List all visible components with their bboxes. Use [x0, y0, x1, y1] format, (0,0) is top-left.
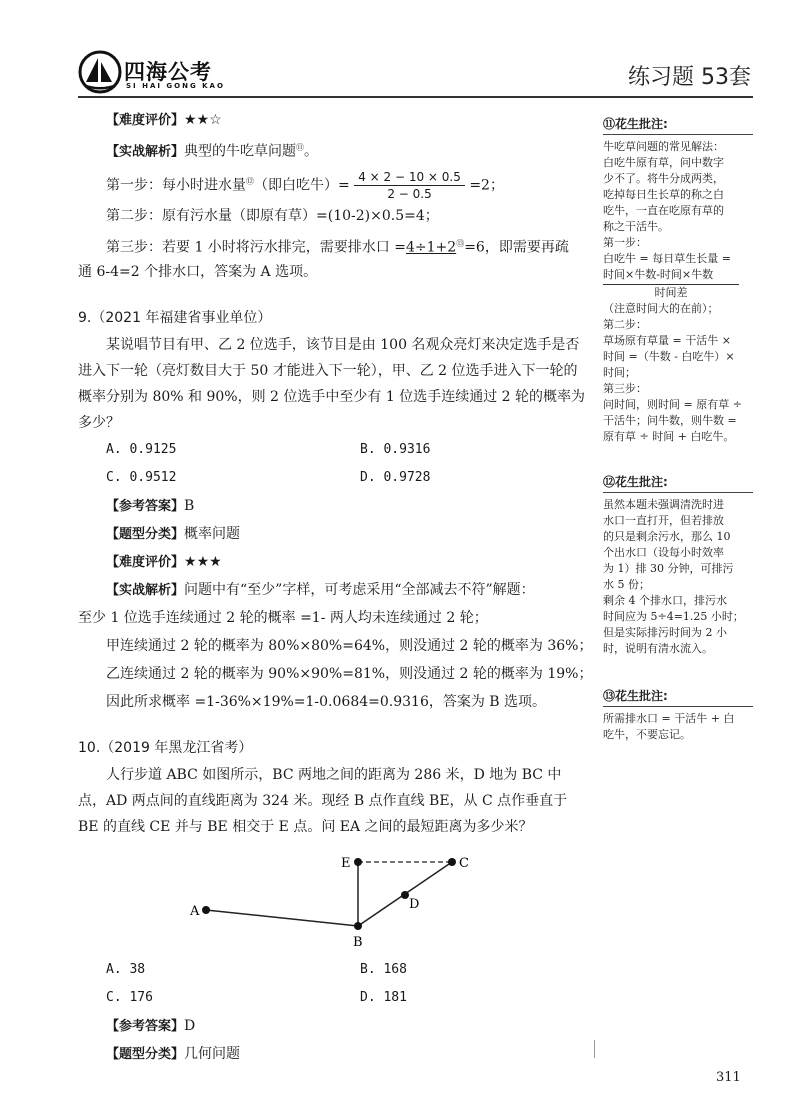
- question-10-stem: 人行步道 ABC 如图所示，BC 两地之间的距离为 286 米，D 地为 BC 中点，AD 两点间的直线距离为 324 米。现经 B 点作直线 BE，从 C 点作垂直于 BE 的直线 CE 并与 BE 相交于 E 点。问 EA 之间的最短距离为多少米？: [78, 767, 568, 835]
- note-title: ⑪花生批注:: [603, 116, 753, 135]
- prev-analysis-row: [78, 134, 586, 162]
- option-b: B. 168: [360, 962, 407, 977]
- q9-analysis-line-4: 乙连续通过 2 轮的概率为 90%×90%=81%，则没通过 2 轮的概率为 19%；: [106, 666, 593, 682]
- margin-note-11: [603, 116, 753, 445]
- note-line: 白吃牛原有草，问中数字: [603, 156, 724, 169]
- q9-type-row: [78, 520, 586, 548]
- difficulty-label: 【难度评价】: [106, 555, 185, 570]
- note-line: 原有草 ÷ 时间 + 白吃牛。: [603, 430, 735, 443]
- note-line: 所需排水口 = 干活牛 + 白: [603, 712, 735, 725]
- step2-row: 第二步：原有污水量（即原有草）=(10-2)×0.5=4；: [106, 208, 439, 224]
- note-line: 水口一直打开，但若排放: [603, 514, 724, 527]
- note-line: 吃掉每日生长草的称之白: [603, 188, 724, 201]
- label-a: A: [190, 904, 200, 919]
- note-line: 剩余 4 个排水口，排污水: [603, 594, 727, 607]
- note-line: 第三步：: [603, 382, 647, 395]
- note-line: 时，说明有清水流入。: [603, 642, 713, 655]
- point-d: [401, 891, 409, 899]
- margin-note-13: [603, 688, 753, 743]
- point-a: [202, 906, 210, 914]
- page-number: 311: [716, 1070, 741, 1085]
- question-10-options-row-1: [78, 956, 586, 984]
- step3-row: [78, 230, 586, 258]
- sailboat-logo-icon: [78, 50, 122, 94]
- note-line: 第二步：: [603, 318, 647, 331]
- step1-text-c: =2；: [469, 177, 504, 194]
- q9-answer-row: [78, 492, 586, 520]
- note-line: 牛吃草问题的常见解法：: [603, 140, 724, 153]
- note-line: 吃牛，一直在吃原有草的: [603, 204, 724, 217]
- note-title: ⑬花生批注:: [603, 688, 753, 707]
- note-fraction-denominator: 时间差: [603, 284, 739, 301]
- analysis-label: 【实战解析】: [106, 583, 185, 598]
- note-line: 虽然本题未强调清洗时进: [603, 498, 724, 511]
- option-b: B. 0.9316: [360, 442, 431, 457]
- option-a: A. 38: [106, 962, 146, 977]
- book-title: 练习题 53套: [628, 65, 751, 90]
- type-value: 概率问题: [184, 526, 241, 542]
- step3-underlined: 4÷1+2: [406, 239, 457, 256]
- q9-difficulty-row: [78, 548, 586, 576]
- analysis-end: 。: [304, 143, 319, 160]
- question-9-header: 9.（2021 年福建省事业单位）: [78, 310, 272, 326]
- label-d: D: [409, 897, 420, 912]
- note-line: 时间×牛数-时间×牛数: [603, 268, 714, 281]
- analysis-text: 问题中有“至少”字样，可考虑采用“全部减去不符”解题：: [184, 582, 535, 598]
- answer-value: B: [184, 498, 195, 514]
- note-line: 草场原有草量 = 干活牛 ×: [603, 334, 731, 347]
- option-d: D. 181: [360, 990, 407, 1005]
- step3-text-a: 第三步：若要 1 小时将污水排完，需要排水口 =: [106, 239, 406, 256]
- logo-subtitle: SI HAI GONG KAO: [126, 82, 225, 90]
- note-line: 但是实际排污时间为 2 小: [603, 626, 727, 639]
- label-b: B: [353, 935, 363, 950]
- note-line: （注意时间大的在前）；: [603, 302, 719, 315]
- analysis-label: 【实战解析】: [106, 144, 185, 160]
- prev-difficulty-row: [78, 106, 586, 134]
- note-title: ⑫花生批注:: [603, 474, 753, 493]
- step3-text-b: =6，即需要再疏: [464, 239, 569, 256]
- q9-analysis-line-5: 因此所求概率 =1-36%×19%=1-0.0684=0.9316，答案为 B 选项。: [106, 694, 547, 710]
- footnote-ref: ⑪: [296, 143, 305, 152]
- answer-label: 【参考答案】: [106, 1019, 185, 1034]
- point-c: [448, 858, 456, 866]
- point-e: [354, 858, 362, 866]
- question-10-options-row-2: [78, 984, 586, 1012]
- main-column: [78, 106, 593, 840]
- step1-fraction: [354, 169, 465, 202]
- q10-answer-row: [78, 1012, 586, 1040]
- point-b: [354, 922, 362, 930]
- note-line: 的只是剩余污水，那么 10: [603, 530, 731, 543]
- q9-analysis-line-2: 至少 1 位选手连续通过 2 轮的概率 =1- 两人均未连续通过 2 轮；: [78, 610, 488, 626]
- difficulty-stars: ★★☆: [184, 112, 222, 128]
- question-10-tail: [78, 956, 586, 1068]
- note-line: 第一步：: [603, 236, 647, 249]
- question-9-options-row-2: [78, 464, 586, 492]
- label-e: E: [341, 856, 351, 871]
- header-divider: [78, 96, 753, 98]
- note-line: 为 1）排 30 分钟，可排污: [603, 562, 734, 575]
- step1-row: [78, 162, 586, 202]
- geometry-diagram: [180, 848, 480, 952]
- page-header: [0, 0, 800, 100]
- fraction-denominator: 2 − 0.5: [387, 187, 432, 202]
- footnote-ref: ⑬: [456, 239, 465, 248]
- question-10-header: 10.（2019 年黑龙江省考）: [78, 740, 253, 756]
- label-c: C: [459, 856, 469, 871]
- difficulty-stars: ★★★: [184, 554, 222, 570]
- note-line: 时间应为 5÷4=1.25 小时；: [603, 610, 744, 623]
- note-line: 问时间，则时间 = 原有草 ÷: [603, 398, 742, 411]
- option-c: C. 176: [106, 990, 153, 1005]
- logo-wordmark: 四海公考: [124, 60, 212, 84]
- segment-ab: [206, 910, 358, 926]
- step1-text-b: （即白吃牛）=: [254, 177, 350, 194]
- question-9-options-row-1: [78, 436, 586, 464]
- option-a: A. 0.9125: [106, 442, 177, 457]
- footnote-ref: ⑫: [246, 177, 254, 186]
- note-line: 时间 =（牛数 - 白吃牛）×: [603, 350, 735, 363]
- note-line: 个出水口（设每小时效率: [603, 546, 724, 559]
- q10-type-row: [78, 1040, 586, 1068]
- difficulty-label: 【难度评价】: [106, 113, 185, 128]
- note-line: 少不了。将牛分成两类，: [603, 172, 724, 185]
- answer-label: 【参考答案】: [106, 499, 185, 514]
- note-line: 时间；: [603, 366, 636, 379]
- type-label: 【题型分类】: [106, 527, 185, 542]
- margin-note-12: [603, 474, 753, 657]
- step3-row-2: 通 6-4=2 个排水口，答案为 A 选项。: [78, 264, 318, 280]
- note-line: 白吃牛 = 每日草生长量 =: [603, 252, 731, 265]
- q9-analysis-line-3: 甲连续通过 2 轮的概率为 80%×80%=64%，则没通过 2 轮的概率为 36%；: [106, 638, 593, 654]
- type-label: 【题型分类】: [106, 1047, 185, 1062]
- note-line: 水 5 份；: [603, 578, 650, 591]
- answer-value: D: [184, 1018, 196, 1034]
- analysis-text: 典型的牛吃草问题: [184, 143, 297, 160]
- note-line: 吃牛，不要忘记。: [603, 728, 691, 741]
- note-line: 干活牛；问牛数，则牛数 =: [603, 414, 737, 427]
- q9-analysis-row: [78, 576, 586, 604]
- column-divider: [594, 1040, 595, 1058]
- type-value: 几何问题: [184, 1046, 241, 1062]
- note-line: 称之干活牛。: [603, 220, 669, 233]
- step1-text-a: 第一步：每小时进水量: [106, 177, 246, 194]
- option-c: C. 0.9512: [106, 470, 177, 485]
- fraction-numerator: 4 × 2 − 10 × 0.5: [354, 169, 465, 186]
- option-d: D. 0.9728: [360, 470, 431, 485]
- question-9-stem: 某说唱节目有甲、乙 2 位选手，该节目是由 100 名观众亮灯来决定选手是否进入下一轮（亮灯数目大于 50 才能进入下一轮），甲、乙 2 位选手进入下一轮的概率分别为 80% 和 90%，则 2 位选手中至少有 1 位选手连续通过 2 轮的概率为多少？: [78, 337, 586, 431]
